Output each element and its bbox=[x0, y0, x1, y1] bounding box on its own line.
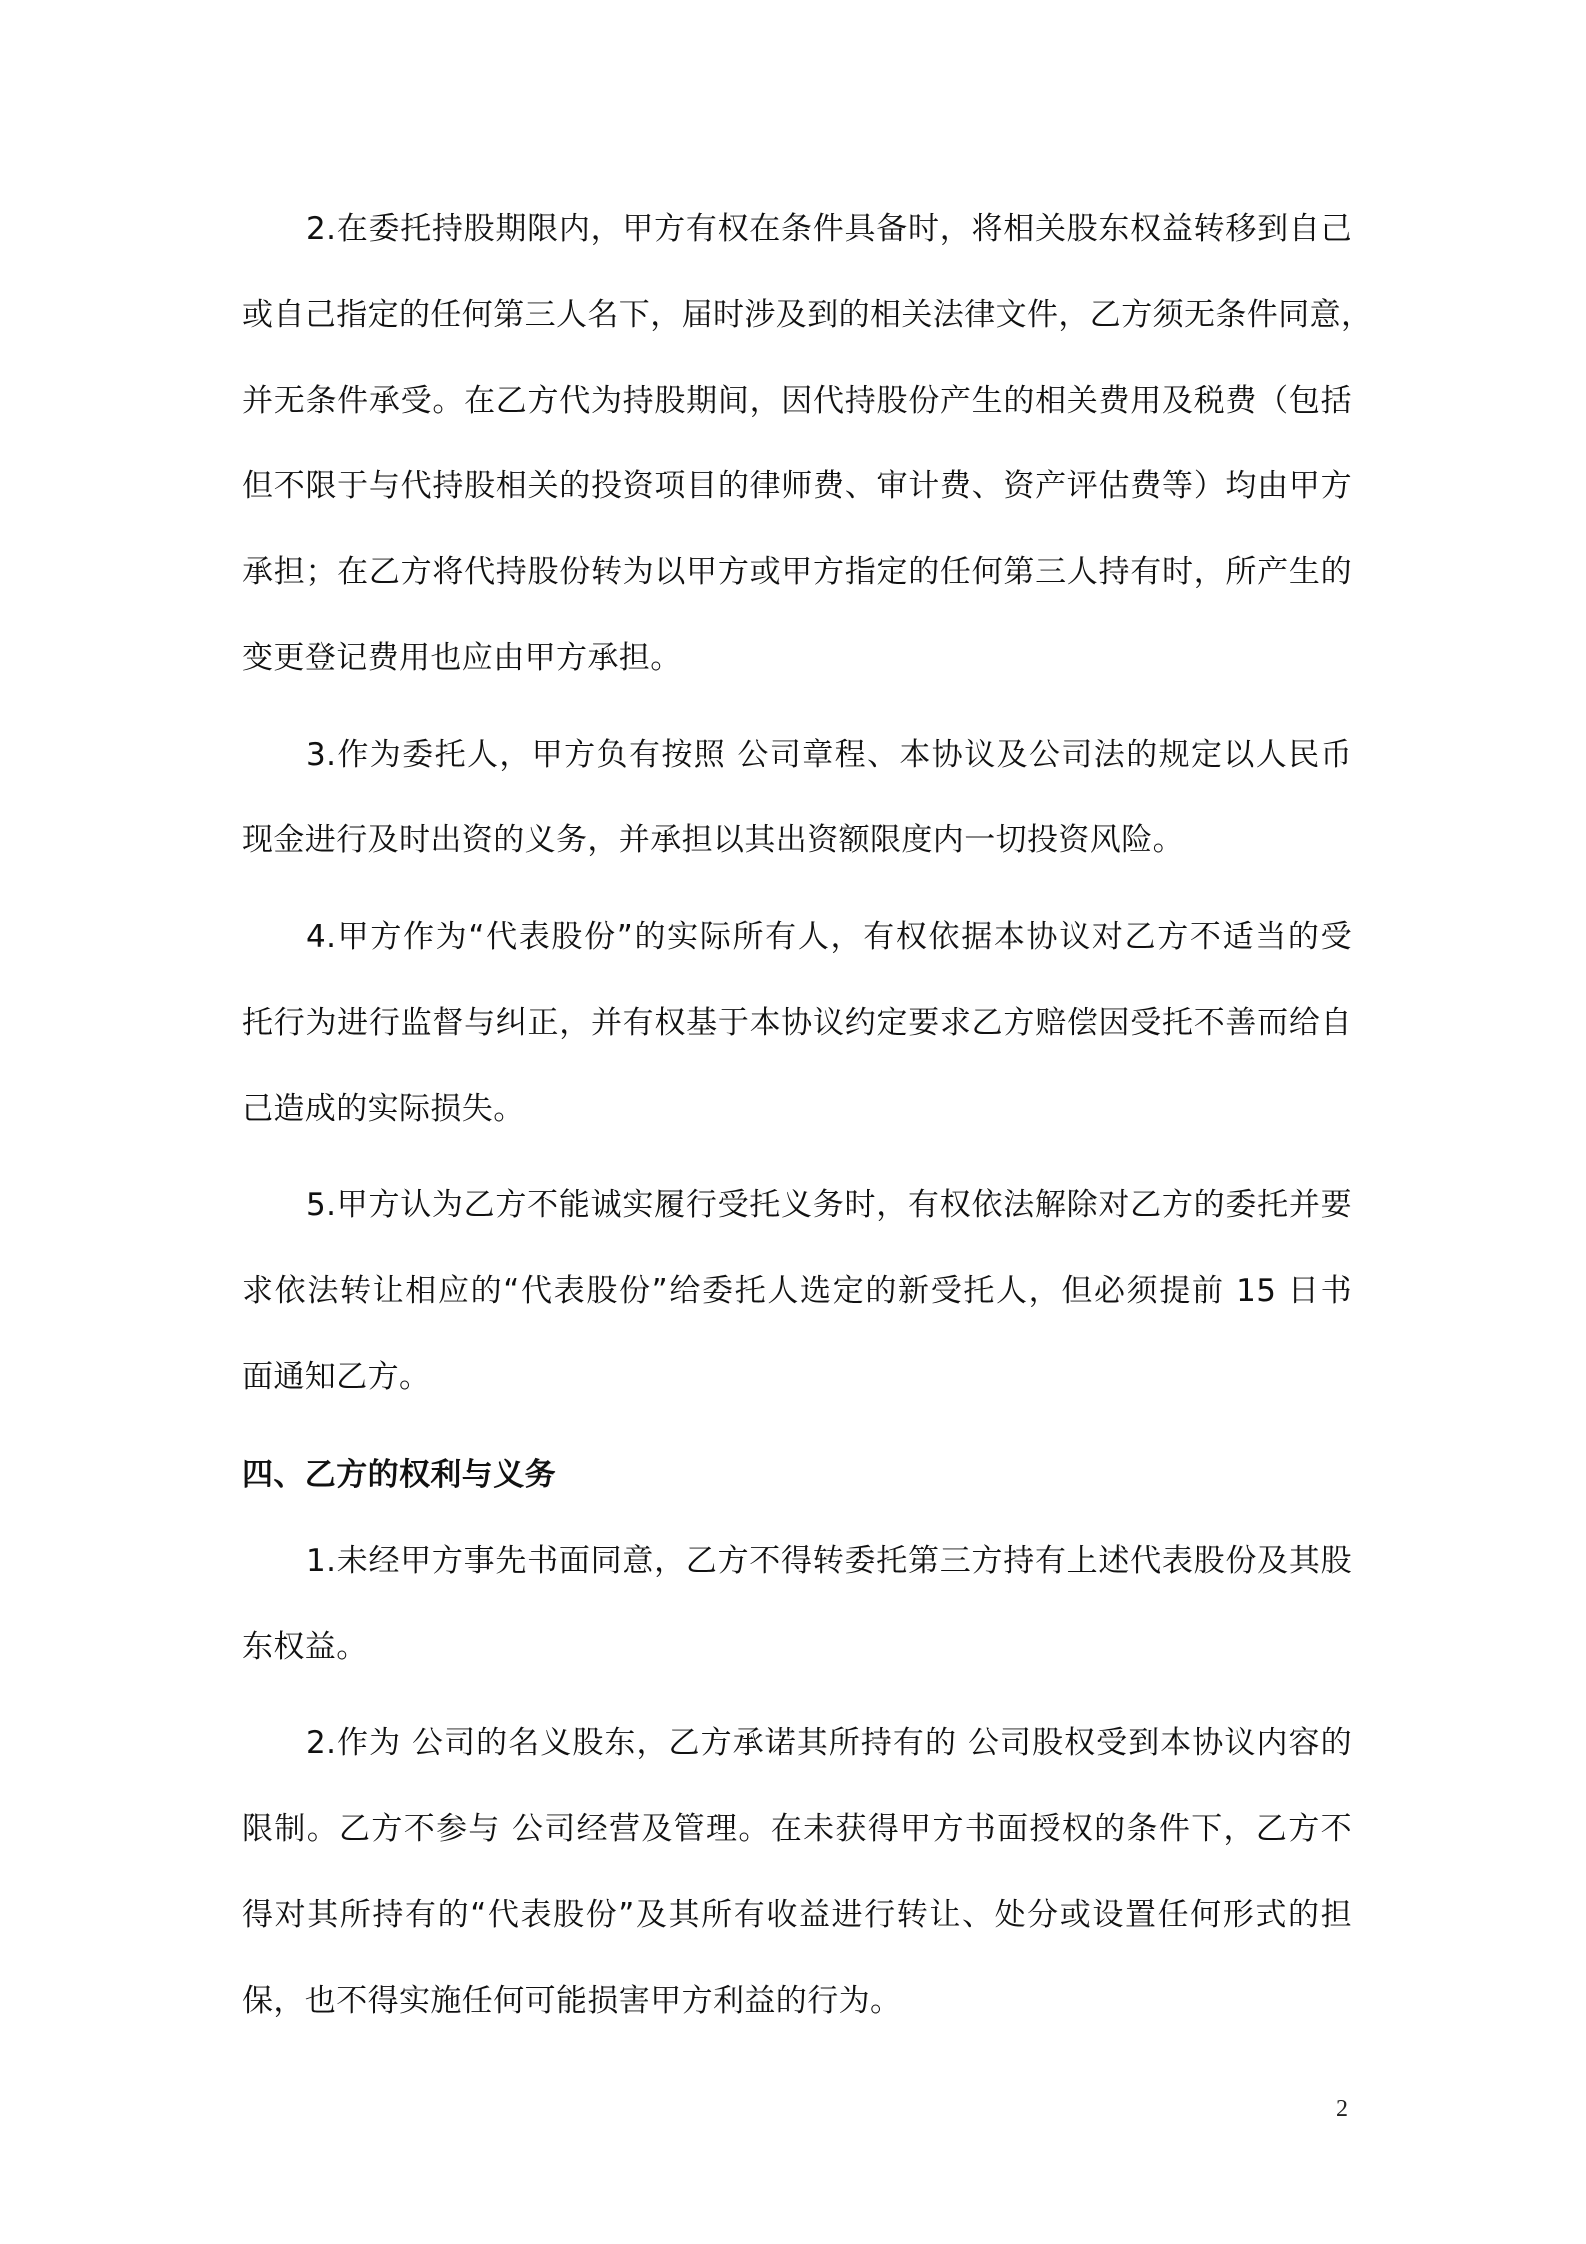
text-line: 变更登记费用也应由甲方承担。 bbox=[242, 640, 682, 676]
text-line: 或自己指定的任何第三人名下，届时涉及到的相关法律文件，乙方须无条件同意， bbox=[242, 297, 1373, 333]
section-heading: 四、乙方的权利与义务 bbox=[242, 1457, 556, 1493]
text-line: 3.作为委托人，甲方负有按照 公司章程、本协议及公司法的规定以人民币 bbox=[306, 737, 1352, 773]
text-line: 保，也不得实施任何可能损害甲方利益的行为。 bbox=[242, 1983, 902, 2019]
text-line: 并无条件承受。在乙方代为持股期间，因代持股份产生的相关费用及税费（包括 bbox=[242, 383, 1352, 419]
text-line: 2.作为 公司的名义股东，乙方承诺其所持有的 公司股权受到本协议内容的 bbox=[306, 1725, 1352, 1761]
text-line: 东权益。 bbox=[242, 1629, 368, 1665]
text-line: 4.甲方作为“代表股份”的实际所有人，有权依据本协议对乙方不适当的受 bbox=[306, 919, 1352, 955]
text-line: 但不限于与代持股相关的投资项目的律师费、审计费、资产评估费等）均由甲方 bbox=[242, 468, 1352, 504]
text-line: 求依法转让相应的“代表股份”给委托人选定的新受托人，但必须提前 15 日书 bbox=[242, 1273, 1352, 1309]
text-line: 1.未经甲方事先书面同意，乙方不得转委托第三方持有上述代表股份及其股 bbox=[306, 1543, 1352, 1579]
text-line: 面通知乙方。 bbox=[242, 1359, 431, 1395]
text-line: 得对其所持有的“代表股份”及其所有收益进行转让、处分或设置任何形式的担 bbox=[242, 1897, 1352, 1933]
page-number: 2 bbox=[1336, 2096, 1348, 2122]
text-line: 5.甲方认为乙方不能诚实履行受托义务时，有权依法解除对乙方的委托并要 bbox=[306, 1187, 1352, 1223]
text-line: 托行为进行监督与纠正，并有权基于本协议约定要求乙方赔偿因受托不善而给自 bbox=[242, 1005, 1352, 1041]
text-line: 己造成的实际损失。 bbox=[242, 1091, 525, 1127]
text-line: 承担；在乙方将代持股份转为以甲方或甲方指定的任何第三人持有时，所产生的 bbox=[242, 554, 1352, 590]
text-line: 2.在委托持股期限内，甲方有权在条件具备时，将相关股东权益转移到自己 bbox=[306, 211, 1352, 247]
text-line: 限制。乙方不参与 公司经营及管理。在未获得甲方书面授权的条件下，乙方不 bbox=[242, 1811, 1352, 1847]
text-line: 现金进行及时出资的义务，并承担以其出资额限度内一切投资风险。 bbox=[242, 822, 1184, 858]
